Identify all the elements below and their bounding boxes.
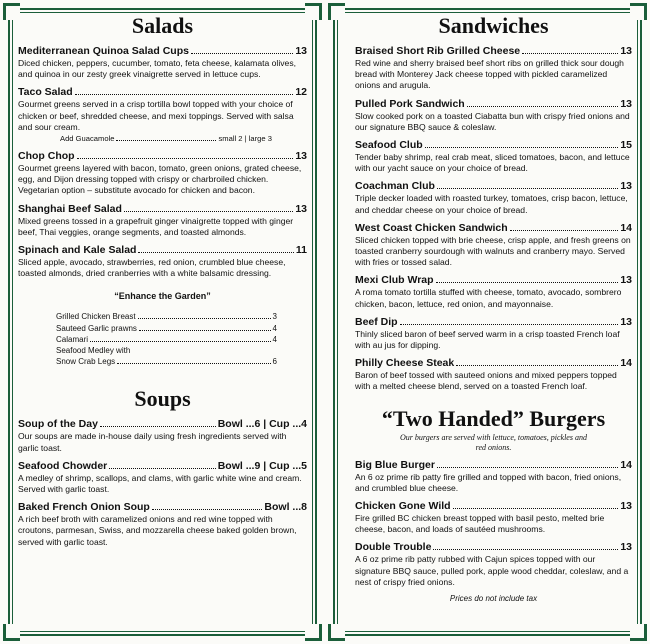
menu-item-double-trouble xyxy=(355,541,632,588)
item-name: Seafood Club xyxy=(355,139,423,152)
menu-item-spinach-kale xyxy=(18,244,307,279)
item-description: Triple decker loaded with roasted turkey, tomatoes, crisp bacon, lettuce, and cheddar cheese on your choice of bread. xyxy=(355,193,628,215)
menu-item-taco-salad xyxy=(18,86,307,144)
dot-leader xyxy=(116,140,216,141)
dot-leader xyxy=(510,230,619,231)
item-description: A rich beef broth with caramelized onions and red wine topped with croutons, parmesan, Swiss, and mozzarella cheese baked golden brown, served with garlic toast. xyxy=(18,514,297,547)
salads-title: Salads xyxy=(131,13,194,38)
item-name: Chop Chop xyxy=(18,150,75,163)
enhance-price: 6 xyxy=(272,357,277,367)
item-name: Philly Cheese Steak xyxy=(355,357,455,370)
item-price: Bowl ...6 | Cup ...4 xyxy=(217,418,307,431)
item-name: Seafood Chowder xyxy=(18,459,108,472)
item-name: Baked French Onion Soup xyxy=(18,501,150,514)
item-name: Beef Dip xyxy=(355,315,398,328)
menu-item-soup-of-the-day xyxy=(18,418,307,453)
item-description: An 6 oz prime rib patty fire grilled and topped with bacon, fried onions, and crumbled blue cheese. xyxy=(355,471,622,493)
dot-leader xyxy=(437,467,618,468)
item-description: Sliced chicken topped with brie cheese, crisp apple, and fresh greens on toasted cranberry sourdough with walnuts and cranberry mayo. Served with fries or tossed salad. xyxy=(355,234,631,268)
item-description: Baron of beef tossed with sauteed onions and mixed peppers topped with a melted cheese blend, served on a toasted French loaf. xyxy=(355,370,617,392)
item-price: 13 xyxy=(620,274,632,287)
enhance-garden-list xyxy=(18,311,307,367)
addon-label: Add Guacamole xyxy=(60,134,115,144)
dot-leader xyxy=(456,365,618,366)
item-price: 14 xyxy=(620,458,632,471)
item-name: Mediterranean Quinoa Salad Cups xyxy=(18,45,189,57)
menu-item-short-rib xyxy=(355,45,632,92)
item-price: 13 xyxy=(620,541,632,554)
dot-leader xyxy=(433,549,618,550)
item-description: Mixed greens tossed in a grapefruit ginger vinaigrette topped with ginger beef, Thai veggies, orange segments, and toasted almonds. xyxy=(18,215,294,237)
tax-footnote: Prices do not include tax xyxy=(449,594,538,604)
right-content xyxy=(355,14,632,603)
item-price: 13 xyxy=(620,97,632,110)
enhance-price: 4 xyxy=(272,334,277,344)
dot-leader xyxy=(152,509,263,510)
item-price: 13 xyxy=(295,150,307,163)
menu-item-seafood-chowder xyxy=(18,460,307,495)
sandwiches-title: Sandwiches xyxy=(438,13,549,38)
item-price: 13 xyxy=(620,45,632,57)
menu-item-west-coast-chicken xyxy=(355,222,632,269)
corner-ornament xyxy=(630,3,647,20)
item-name: Mexi Club Wrap xyxy=(355,274,434,287)
menu-item-chicken-gone-wild xyxy=(355,500,632,535)
item-price: 13 xyxy=(295,45,307,57)
item-name: Soup of the Day xyxy=(18,418,98,431)
item-name: Coachman Club xyxy=(355,180,435,193)
dot-leader xyxy=(139,330,271,331)
item-description: Thinly sliced baron of beef served warm in a crisp toasted French loaf with au jus for dipping. xyxy=(355,328,620,351)
menu-item-mexi-club-wrap xyxy=(355,274,632,309)
corner-ornament xyxy=(305,624,322,641)
item-price: 13 xyxy=(620,315,632,328)
menu-item-pulled-pork xyxy=(355,98,632,133)
enhance-label: Calamari xyxy=(56,334,89,344)
burgers-note: Our burgers are served with lettuce, tomatoes, pickles and red onions. xyxy=(400,432,587,452)
menu-item-chop-chop xyxy=(18,150,307,197)
dot-leader xyxy=(522,53,618,54)
item-price: 13 xyxy=(620,180,632,193)
enhance-label: Sauteed Garlic prawns xyxy=(56,323,137,333)
addon-price: small 2 | large 3 xyxy=(218,134,272,144)
menu-item-french-onion-soup xyxy=(18,501,307,548)
item-description: Tender baby shrimp, real crab meat, sliced tomatoes, bacon, and lettuce with our yacht sauce on your choice of bread. xyxy=(355,152,630,174)
item-price: 15 xyxy=(620,139,632,152)
item-description: Gourmet greens layered with bacon, tomato, green onions, grated cheese, egg, and Dijon dressing topped with crispy or charbroiled chicken. Vegetarian option – substitute avocado for chicken and bacon. xyxy=(18,163,302,196)
item-name: Double Trouble xyxy=(355,541,432,554)
item-price: Bowl ...8 xyxy=(264,501,307,514)
right-menu-panel xyxy=(325,0,650,644)
enhance-label: Seafood Medley with xyxy=(56,346,131,356)
burgers-title: “Two Handed” Burgers xyxy=(381,405,606,431)
dot-leader xyxy=(437,188,618,189)
item-name: Pulled Pork Sandwich xyxy=(355,97,465,110)
item-price: 13 xyxy=(620,500,632,513)
item-price: 11 xyxy=(295,244,307,257)
enhance-row xyxy=(56,356,277,367)
dot-leader xyxy=(100,426,216,427)
dot-leader xyxy=(191,53,293,54)
enhance-price: 4 xyxy=(272,323,277,333)
item-description: A medley of shrimp, scallops, and clams, with garlic white wine and cream. Served with garlic toast. xyxy=(18,472,302,495)
left-content xyxy=(18,14,307,554)
item-description: Diced chicken, peppers, cucumber, tomato, feta cheese, kalamata olives, and quinoa in our zesty greek vinaigrette served in lettuce cups. xyxy=(18,58,297,80)
item-price: Bowl ...9 | Cup ...5 xyxy=(217,459,307,472)
dot-leader xyxy=(138,318,271,319)
item-description: A 6 oz prime rib patty rubbed with Cajun spices topped with our signature BBQ sauce, pulled pork, apple wood cheddar, coleslaw, and a nest of crispy fried onions. xyxy=(355,554,629,587)
menu-item-seafood-club xyxy=(355,139,632,174)
enhance-row xyxy=(56,311,277,322)
item-price: 12 xyxy=(295,86,307,99)
item-description: Slow cooked pork on a toasted Ciabatta bun with crispy fried onions and our signature BBQ sauce & coleslaw. xyxy=(355,110,630,132)
dot-leader xyxy=(75,94,294,95)
item-name: Spinach and Kale Salad xyxy=(18,244,137,257)
corner-ornament xyxy=(328,3,345,20)
enhance-label: Grilled Chicken Breast xyxy=(56,312,136,322)
item-price: 13 xyxy=(295,202,307,215)
dot-leader xyxy=(467,106,619,107)
menu-item-coachman-club xyxy=(355,180,632,215)
item-price: 14 xyxy=(620,357,632,370)
item-price: 14 xyxy=(620,221,632,234)
item-name: Braised Short Rib Grilled Cheese xyxy=(355,45,521,57)
menu-item-mediterranean-quinoa xyxy=(18,45,307,80)
dot-leader xyxy=(138,252,293,253)
soups-title: Soups xyxy=(134,386,191,412)
corner-ornament xyxy=(305,3,322,20)
item-description: Gourmet greens served in a crisp tortilla bowl topped with your choice of chicken or beef, shredded cheese, and mexi toppings. Served with salsa and sour cream. xyxy=(18,99,294,132)
item-name: West Coast Chicken Sandwich xyxy=(355,221,508,234)
enhance-row xyxy=(56,323,277,334)
item-description: A roma tomato tortilla stuffed with cheese, tomato, avocado, sombrero chicken, bacon, lettuce, red onion, and mayonnaise. xyxy=(355,287,622,309)
dot-leader xyxy=(117,363,270,364)
corner-ornament xyxy=(328,624,345,641)
dot-leader xyxy=(90,341,271,342)
item-name: Big Blue Burger xyxy=(355,458,435,471)
menu-item-shanghai-beef xyxy=(18,203,307,238)
item-name: Chicken Gone Wild xyxy=(355,500,451,513)
enhance-row xyxy=(56,345,277,356)
menu-item-philly-cheese-steak xyxy=(355,357,632,392)
dot-leader xyxy=(124,211,293,212)
item-name: Taco Salad xyxy=(18,86,73,99)
enhance-row xyxy=(56,334,277,345)
item-name: Shanghai Beef Salad xyxy=(18,202,122,215)
enhance-price: 3 xyxy=(272,312,277,322)
dot-leader xyxy=(436,282,619,283)
corner-ornament xyxy=(630,624,647,641)
corner-ornament xyxy=(3,624,20,641)
menu-item-big-blue-burger xyxy=(355,459,632,494)
item-description: Fire grilled BC chicken breast topped with basil pesto, melted brie cheese, bacon, and loads of sautéed mushrooms. xyxy=(355,513,605,535)
dot-leader xyxy=(77,158,294,159)
item-description: Our soups are made in-house daily using fresh ingredients served with garlic toast. xyxy=(18,431,287,453)
item-description: Red wine and sherry braised beef short ribs on grilled thick sour dough bread with Monterey Jack cheese topped with pickled caramelized onions and arugula. xyxy=(355,58,624,91)
enhance-label: Snow Crab Legs xyxy=(56,357,116,367)
dot-leader xyxy=(400,324,619,325)
addon-guacamole xyxy=(18,133,307,144)
enhance-garden-title: “Enhance the Garden” xyxy=(114,291,211,302)
dot-leader xyxy=(109,468,215,469)
dot-leader xyxy=(425,147,619,148)
dot-leader xyxy=(453,508,619,509)
menu-item-beef-dip xyxy=(355,316,632,351)
item-description: Sliced apple, avocado, strawberries, red onion, crumbled blue cheese, toasted almonds, dried cranberries with a white balsamic dressing. xyxy=(18,257,286,279)
